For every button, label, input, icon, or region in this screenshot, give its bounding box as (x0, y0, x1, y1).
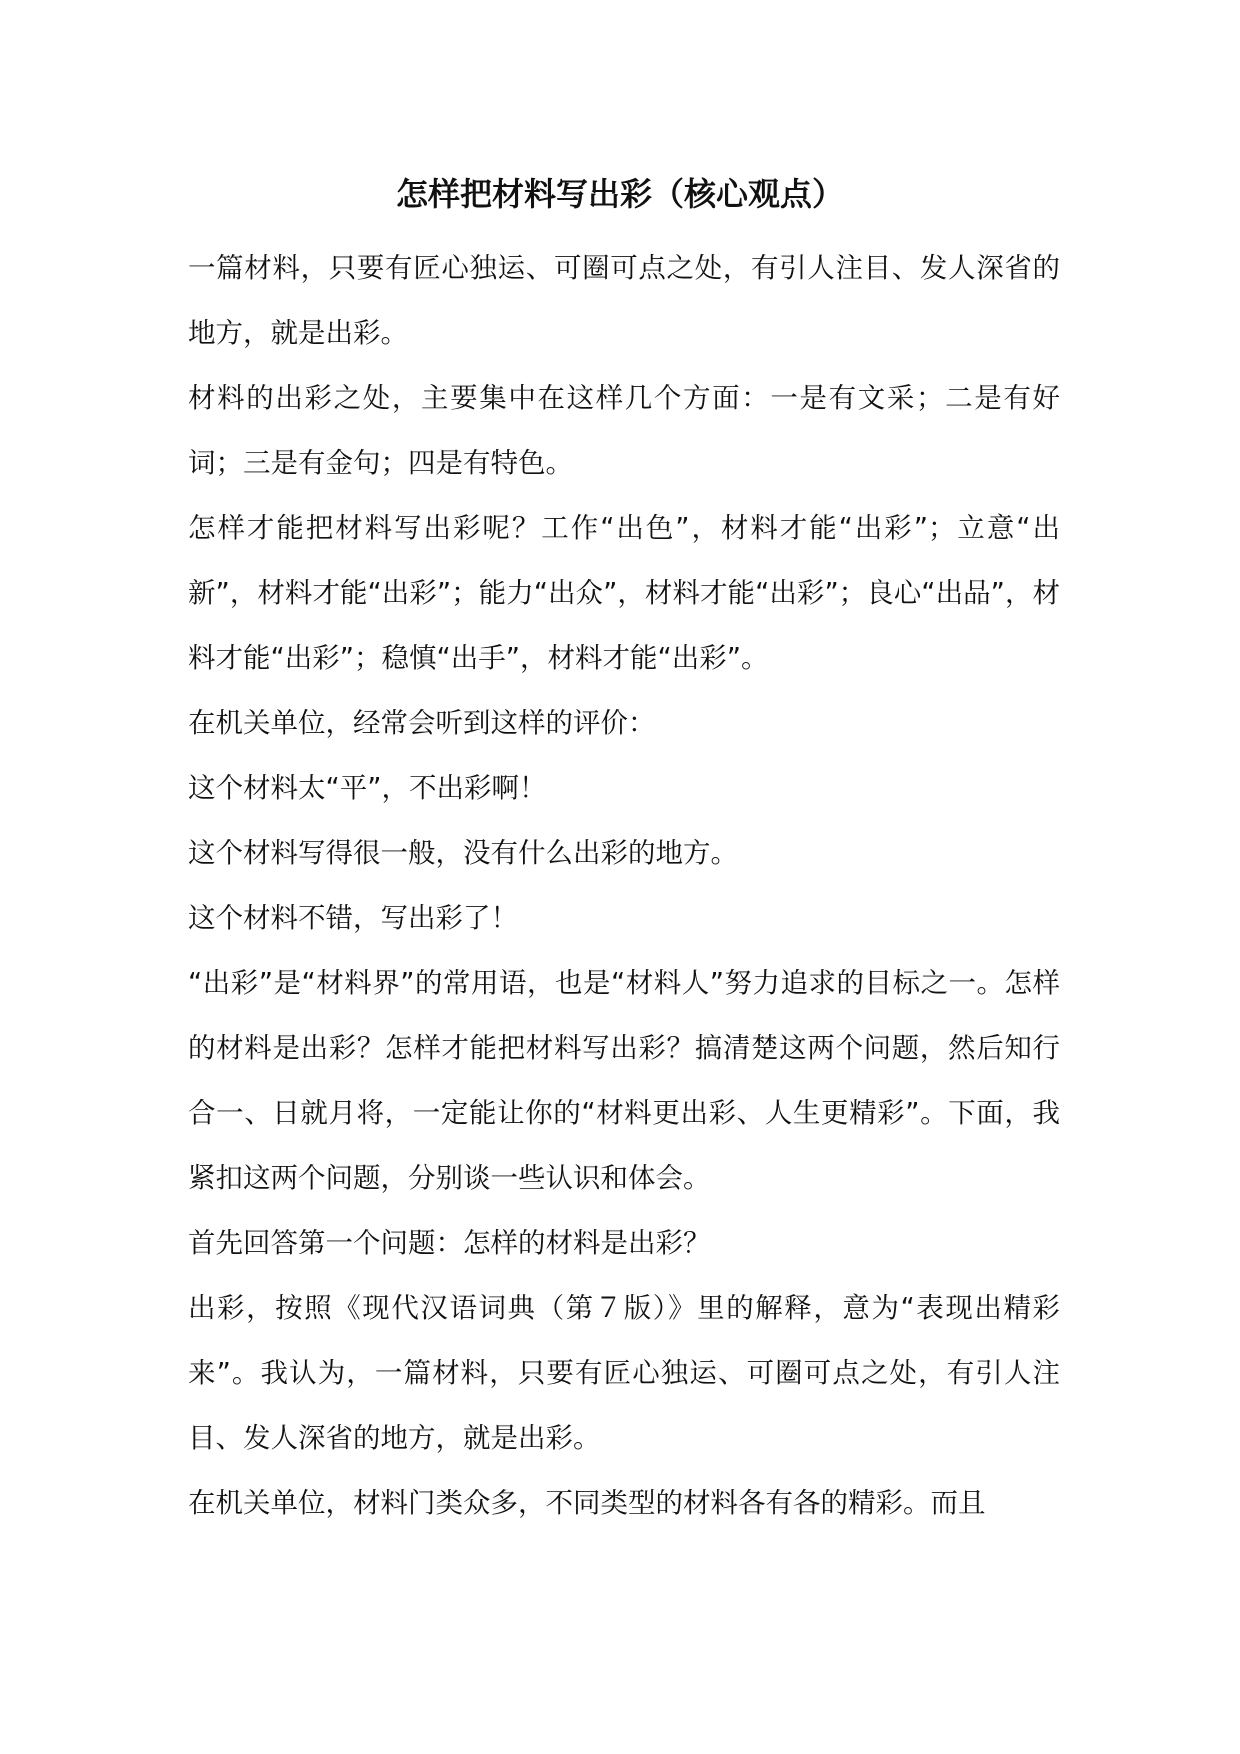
paragraph: 在机关单位，经常会听到这样的评价： (188, 707, 656, 739)
document-body (188, 236, 1060, 1536)
paragraph: 这个材料不错，写出彩了！ (188, 902, 518, 934)
paragraph: 材料的出彩之处，主要集中在这样几个方面：一是有文采；二是有好词；三是有金句；四是有特色。 (188, 382, 1060, 479)
paragraph: 一篇材料，只要有匠心独运、可圈可点之处，有引人注目、发人深省的地方，就是出彩。 (188, 252, 1060, 349)
paragraph: 出彩，按照《现代汉语词典（第７版）》里的解释，意为“表现出精彩来”。我认为，一篇材料，只要有匠心独运、可圈可点之处，有引人注目、发人深省的地方，就是出彩。 (188, 1292, 1060, 1454)
document-title: 怎样把材料写出彩（核心观点） (395, 175, 844, 213)
paragraph: 怎样才能把材料写出彩呢？工作“出色”，材料才能“出彩”；立意“出新”，材料才能“出彩”；能力“出众”，材料才能“出彩”；良心“出品”，材料才能“出彩”；稳慎“出手”，材料才能“出彩”。 (188, 512, 1060, 674)
paragraph: 首先回答第一个问题：怎样的材料是出彩？ (188, 1227, 711, 1259)
paragraph: “出彩”是“材料界”的常用语，也是“材料人”努力追求的目标之一。怎样的材料是出彩？怎样才能把材料写出彩？搞清楚这两个问题，然后知行合一、日就月将，一定能让你的“材料更出彩、人生更精彩”。下面，我紧扣这两个问题，分别谈一些认识和体会。 (188, 967, 1060, 1194)
paragraph: 这个材料太“平”，不出彩啊！ (188, 772, 547, 804)
paragraph: 在机关单位，材料门类众多，不同类型的材料各有各的精彩。而且 (188, 1487, 986, 1519)
paragraph: 这个材料写得很一般，没有什么出彩的地方。 (188, 837, 738, 869)
